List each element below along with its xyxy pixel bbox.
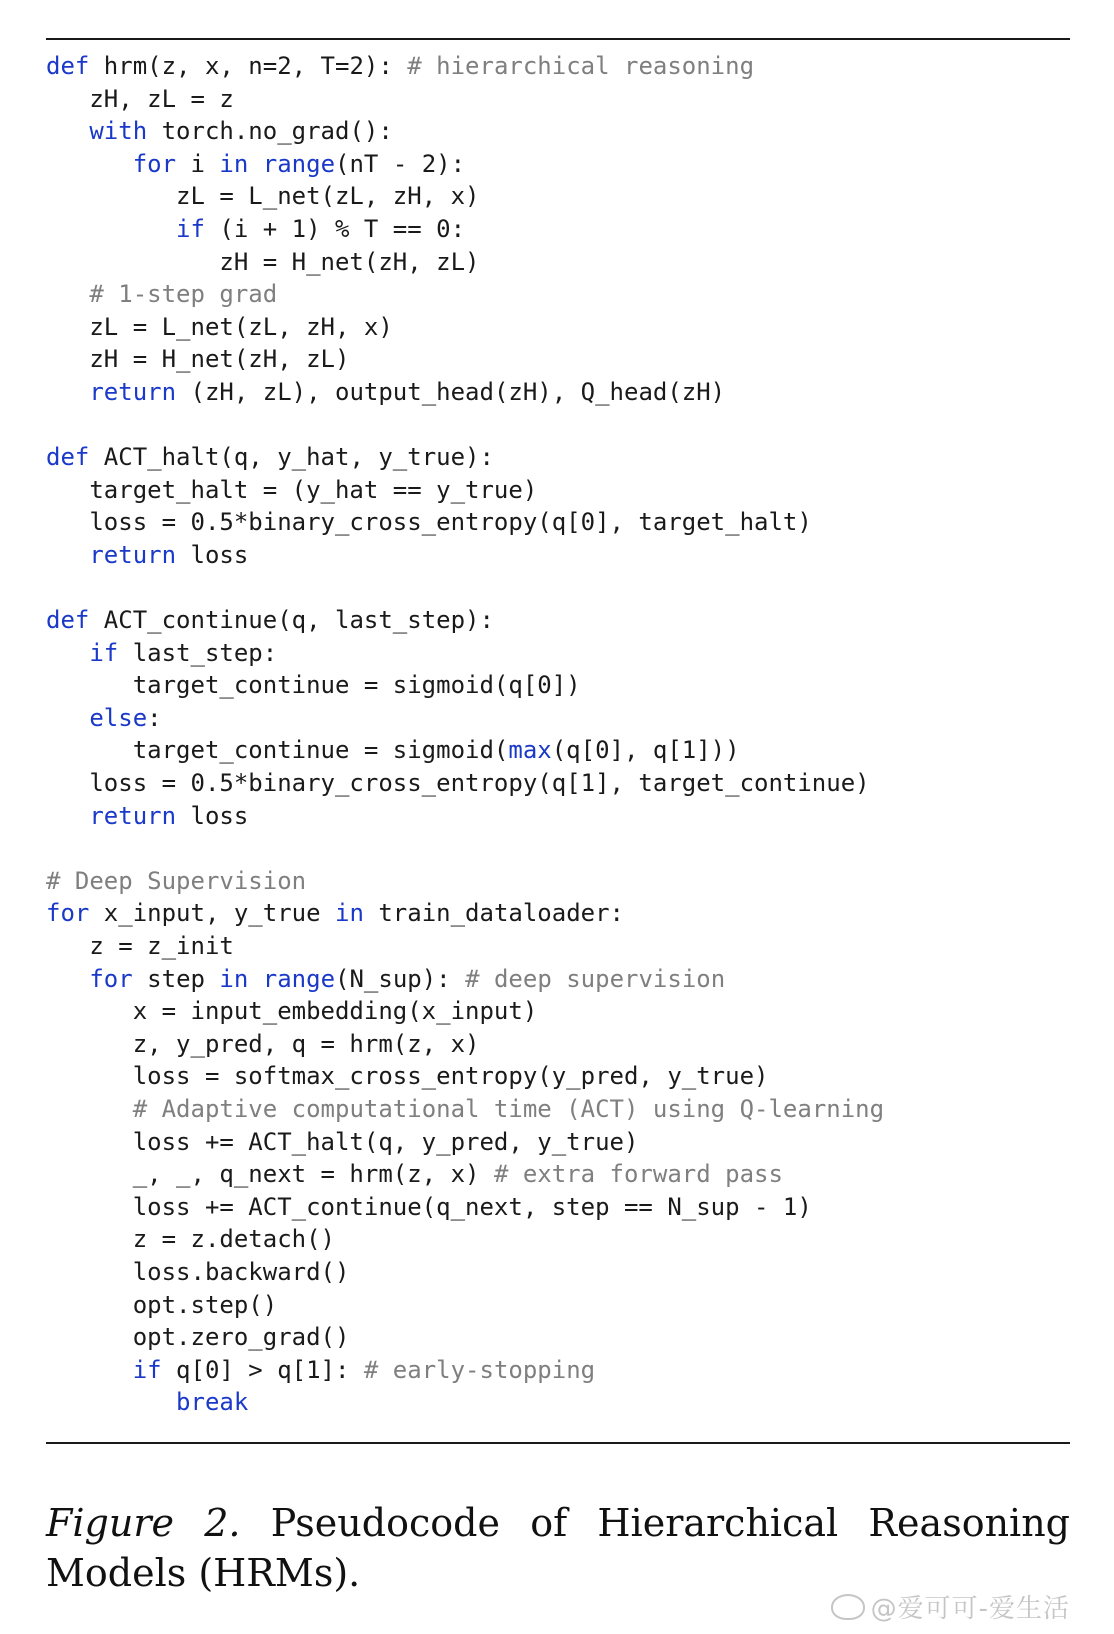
top-rule [46,38,1070,40]
code-text: hrm(z, x, n=2, T=2): [89,52,408,80]
code-text [46,1388,176,1416]
code-text [46,965,89,993]
code-keyword: if [176,214,205,243]
bottom-rule [46,1442,1070,1444]
code-keyword: def [46,606,90,635]
code-text [46,639,89,667]
code-keyword: return [89,540,177,569]
code-text: z = z.detach() [46,1225,335,1254]
code-text: target_continue = sigmoid( [46,736,509,765]
code-comment: # Adaptive computational time (ACT) using Q-learning [132,1095,885,1123]
code-text: loss = softmax_cross_entropy(y_pred, y_true) [46,1062,769,1091]
code-text [46,378,89,406]
code-text: zH = H_net(zH, zL) [46,345,350,374]
code-line [46,1256,1070,1289]
code-text: ACT_continue(q, last_step): [89,606,494,635]
code-text: zH = H_net(zH, zL) [46,247,480,276]
code-text [46,117,89,145]
watermark [831,1588,1070,1625]
code-text: last_step: [118,638,278,667]
code-text [46,802,89,830]
code-line [46,1028,1070,1061]
code-line [46,246,1070,279]
code-text: zL = L_net(zL, zH, x) [46,312,393,341]
code-text: z, y_pred, q = hrm(z, x) [46,1029,480,1058]
code-keyword: max [508,736,552,765]
code-text: loss.backward() [46,1257,350,1286]
code-keyword: def [46,52,90,80]
code-keyword: return [89,801,177,830]
code-comment: # 1-step grad [89,280,278,309]
code-line [46,995,1070,1028]
code-text: i [176,149,220,178]
figure-label: Figure 2. [46,1501,241,1545]
code-text: opt.step() [46,1290,278,1319]
code-text: (N_sup): [335,964,466,993]
code-text: loss = 0.5*binary_cross_entropy(q[1], target_continue) [46,769,870,798]
code-line [46,1060,1070,1093]
code-text [46,704,89,732]
code-line [46,409,1070,442]
code-text: x_input, y_true [89,899,335,928]
code-line [46,83,1070,116]
code-keyword: for [132,149,177,178]
code-line [46,213,1070,246]
code-comment: # Deep Supervision [46,866,307,895]
code-line [46,539,1070,572]
code-text: opt.zero_grad() [46,1323,350,1352]
code-text [46,215,176,243]
code-line [46,506,1070,539]
code-keyword: for [46,899,90,928]
code-line [46,474,1070,507]
code-text: zL = L_net(zL, zH, x) [46,182,480,211]
code-text: : [147,703,162,732]
code-text [46,1095,133,1123]
code-text: (q[0], q[1])) [551,736,740,765]
code-text: target_halt = (y_hat == y_true) [46,475,538,504]
code-line [46,1289,1070,1322]
code-line [46,1386,1070,1419]
code-line [46,1191,1070,1224]
code-keyword: range [262,149,336,178]
figure-caption-text: Pseudocode of Hierarchical Reasoning Models (HRMs). [46,1501,1070,1595]
code-line [46,832,1070,865]
code-text [248,965,262,993]
pseudocode-listing [46,50,1070,1419]
code-keyword: def [46,443,90,472]
code-line [46,180,1070,213]
code-text [46,541,89,569]
code-keyword: in [219,149,249,178]
code-line [46,148,1070,181]
code-line [46,963,1070,996]
code-line [46,637,1070,670]
code-text: _, _, q_next = hrm(z, x) [46,1160,494,1189]
code-text: (zH, zL), output_head(zH), Q_head(zH) [176,377,726,406]
code-comment: # deep supervision [465,964,726,993]
code-text: q[0] > q[1]: [161,1355,364,1384]
code-line [46,343,1070,376]
figure-caption [46,1498,1070,1598]
code-text: x = input_embedding(x_input) [46,997,538,1026]
code-text: (nT - 2): [335,149,466,178]
code-text: zH, zL = z [46,84,234,113]
code-line [46,1093,1070,1126]
code-comment: # hierarchical reasoning [407,52,755,80]
code-line [46,604,1070,637]
code-line [46,734,1070,767]
code-text: loss [176,540,249,569]
code-line [46,1158,1070,1191]
code-text [46,1356,133,1384]
code-text [248,150,262,178]
code-text [46,150,133,178]
code-line [46,376,1070,409]
code-line [46,441,1070,474]
code-line [46,800,1070,833]
code-keyword: if [132,1355,162,1384]
code-text: loss += ACT_continue(q_next, step == N_sup - 1) [46,1192,812,1221]
code-text: step [132,964,220,993]
code-text: loss += ACT_halt(q, y_pred, y_true) [46,1127,639,1156]
code-keyword: with [89,117,148,146]
code-line [46,311,1070,344]
code-text: z = z_init [46,932,234,961]
code-line [46,50,1070,83]
code-line [46,1223,1070,1256]
code-keyword: else [89,703,148,732]
weibo-icon [831,1594,865,1620]
code-keyword: for [89,964,133,993]
code-line [46,702,1070,735]
code-text: loss [176,801,249,830]
code-keyword: in [335,899,364,928]
code-line [46,930,1070,963]
code-keyword: if [89,638,119,667]
code-text: ACT_halt(q, y_hat, y_true): [89,443,494,472]
code-line [46,572,1070,605]
code-line [46,897,1070,930]
code-keyword: break [176,1388,249,1417]
code-line [46,669,1070,702]
code-text: (i + 1) % T == 0: [204,214,466,243]
code-line [46,767,1070,800]
code-text: train_dataloader: [363,899,624,928]
code-text [46,280,89,308]
code-line [46,865,1070,898]
code-text: target_continue = sigmoid(q[0]) [46,671,581,700]
code-line [46,278,1070,311]
code-line [46,1126,1070,1159]
code-line [46,1354,1070,1387]
watermark-text: @爱可可-爱生活 [870,1594,1070,1624]
code-keyword: range [262,964,336,993]
code-keyword: return [89,377,177,406]
code-text: loss = 0.5*binary_cross_entropy(q[0], target_halt) [46,508,812,537]
code-keyword: in [219,964,249,993]
code-line [46,115,1070,148]
code-line [46,1321,1070,1354]
code-comment: # extra forward pass [493,1160,783,1189]
code-text: torch.no_grad(): [147,117,393,146]
code-comment: # early-stopping [363,1355,596,1384]
